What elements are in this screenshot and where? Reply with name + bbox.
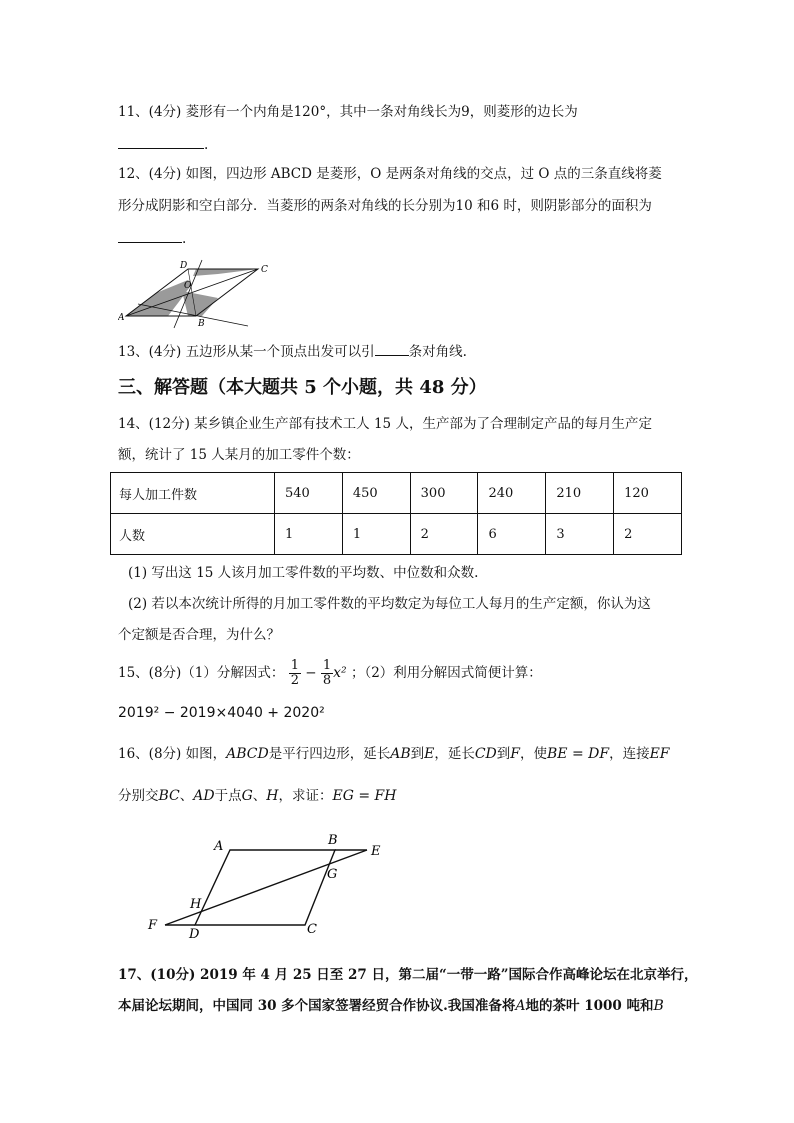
fraction: $\frac{1}{2}$ xyxy=(290,658,299,688)
section-title: 三、解答题（本大题共 5 个小题，共 48 分） xyxy=(118,377,487,398)
table-cell: 540 xyxy=(275,473,343,514)
fraction: $\frac{1}{8}$ xyxy=(322,658,332,688)
q11-line1: 11、(4分) 菱形有一个内角是120°，其中一条对角线长为9，则菱形的边长为 xyxy=(118,104,578,120)
rhombus-figure xyxy=(118,258,278,330)
label-a: A xyxy=(214,839,224,854)
q14-line2: 额，统计了 15 人某月的加工零件个数： xyxy=(118,447,360,463)
table-cell: 450 xyxy=(342,473,410,514)
q16-line2: 分别交BC、AD于点G、H，求证：EG = FH xyxy=(118,788,397,804)
q12-line2: 形分成阴影和空白部分．当菱形的两条对角线的长分别为10 和6 时，则阴影部分的面积为 xyxy=(118,198,652,214)
answer-blank xyxy=(118,228,182,243)
shaded-region xyxy=(126,280,192,316)
label-d: D xyxy=(180,261,188,271)
table-cell: 2 xyxy=(410,514,478,555)
table-cell: 2 xyxy=(614,514,682,555)
label-c: C xyxy=(307,922,317,937)
q16-line1: 16、(8分) 如图，ABCD是平行四边形，延长AB到E，延长CD到F，使BE = DF，连接EF xyxy=(118,746,670,762)
q17-line2: 本届论坛期间，中国同 30 多个国家签署经贸合作协议.我国准备将A地的茶叶 1000 吨和B xyxy=(118,998,664,1014)
table-cell: 120 xyxy=(614,473,682,514)
answer-blank xyxy=(375,341,409,356)
label-b: B xyxy=(328,833,338,848)
label-g: G xyxy=(327,867,338,882)
q14-sub2b: 个定额是否合理，为什么？ xyxy=(118,627,280,643)
q11-line2: . xyxy=(118,134,208,155)
label-e: E xyxy=(371,844,381,859)
label-o: O xyxy=(184,281,192,291)
label-h: H xyxy=(190,897,202,912)
q14-sub1: (1) 写出这 15 人该月加工零件数的平均数、中位数和众数. xyxy=(128,565,479,581)
answer-blank xyxy=(118,134,204,149)
q12-line3: . xyxy=(118,228,186,249)
table-cell: 1 xyxy=(342,514,410,555)
q14-line1: 14、(12分) 某乡镇企业生产部有技术工人 15 人，生产部为了合理制定产品的每月生产定 xyxy=(118,416,652,432)
label-b: B xyxy=(198,319,205,329)
label-f: F xyxy=(148,918,158,933)
table-cell: 3 xyxy=(546,514,614,555)
q15-expression: 2019² − 2019×4040 + 2020² xyxy=(118,705,325,721)
q14-sub2a: (2) 若以本次统计所得的月加工零件数的平均数定为每位工人每月的生产定额，你认为这 xyxy=(128,596,651,612)
table-cell: 6 xyxy=(478,514,546,555)
table-cell: 1 xyxy=(275,514,343,555)
table-row xyxy=(111,473,682,514)
parallelogram-figure xyxy=(140,830,390,940)
q13-line: 13、(4分) 五边形从某一个顶点出发可以引 条对角线. xyxy=(118,341,467,362)
table-cell: 人数 xyxy=(111,514,275,555)
label-c: C xyxy=(261,265,268,275)
table-cell: 每人加工件数 xyxy=(111,473,275,514)
table-cell: 210 xyxy=(546,473,614,514)
q12-line1: 12、(4分) 如图，四边形 ABCD 是菱形，O 是两条对角线的交点，过 O 点的三条直线将菱 xyxy=(118,166,662,182)
table-cell: 300 xyxy=(410,473,478,514)
q17-line1: 17、(10分) 2019 年 4 月 25 日至 27 日，第二届“一带一路”国际合作高峰论坛在北京举行， xyxy=(118,967,698,983)
q15-line1: 15、(8分)（1）分解因式： $\frac{1}{2}$ − $\frac{1}{8}$ x² ；（2）利用分解因式简便计算： xyxy=(118,658,542,688)
label-a: A xyxy=(118,313,125,323)
label-d: D xyxy=(189,927,200,940)
table-cell: 240 xyxy=(478,473,546,514)
segment-ef xyxy=(165,850,367,925)
data-table xyxy=(110,472,682,555)
table-row xyxy=(111,514,682,555)
